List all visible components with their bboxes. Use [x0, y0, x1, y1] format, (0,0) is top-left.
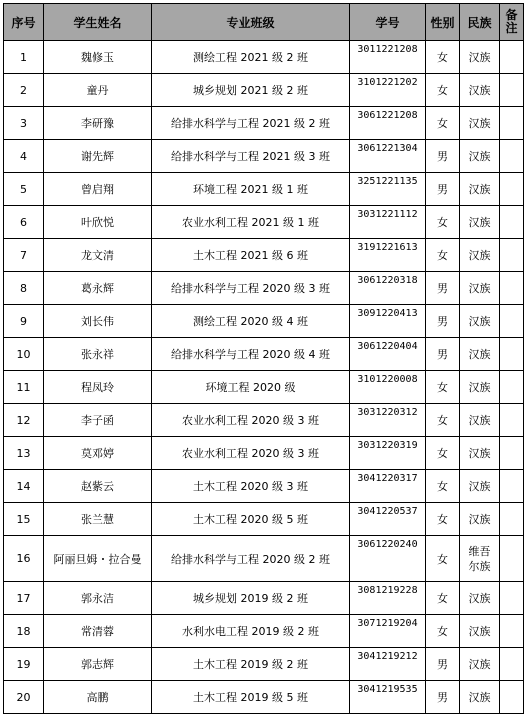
- cell-note: [500, 74, 524, 107]
- cell-ethnic: 汉族: [460, 648, 500, 681]
- table-row: [4, 615, 524, 648]
- cell-note: [500, 371, 524, 404]
- cell-major: 城乡规划 2019 级 2 班: [152, 582, 350, 615]
- cell-gender: 男: [426, 140, 460, 173]
- cell-id: 3091220413: [350, 305, 426, 338]
- table-row: [4, 536, 524, 582]
- cell-name: 赵紫云: [44, 470, 152, 503]
- table-row: [4, 338, 524, 371]
- cell-name: 张兰慧: [44, 503, 152, 536]
- cell-ethnic: 汉族: [460, 371, 500, 404]
- cell-no: 10: [4, 338, 44, 371]
- note-header-char: 备: [505, 8, 518, 22]
- table-row: [4, 272, 524, 305]
- header-id: 学号: [350, 4, 426, 41]
- cell-gender: 女: [426, 470, 460, 503]
- cell-major: 环境工程 2020 级: [152, 371, 350, 404]
- cell-note: [500, 470, 524, 503]
- cell-major: 给排水科学与工程 2020 级 4 班: [152, 338, 350, 371]
- cell-major: 测绘工程 2021 级 2 班: [152, 41, 350, 74]
- cell-major: 给排水科学与工程 2020 级 3 班: [152, 272, 350, 305]
- cell-name: 郭永洁: [44, 582, 152, 615]
- cell-no: 18: [4, 615, 44, 648]
- cell-ethnic: 汉族: [460, 404, 500, 437]
- cell-note: [500, 681, 524, 714]
- cell-name: 莫邓婷: [44, 437, 152, 470]
- cell-gender: 女: [426, 503, 460, 536]
- cell-no: 8: [4, 272, 44, 305]
- table-row: [4, 41, 524, 74]
- cell-id: 3081219228: [350, 582, 426, 615]
- header-gender: 性别: [426, 4, 460, 41]
- cell-id: 3191221613: [350, 239, 426, 272]
- header-ethnic: 民族: [460, 4, 500, 41]
- cell-id: 3041219535: [350, 681, 426, 714]
- cell-major: 土木工程 2021 级 6 班: [152, 239, 350, 272]
- cell-major: 土木工程 2019 级 5 班: [152, 681, 350, 714]
- header-note: [500, 4, 524, 41]
- header-row: [4, 4, 524, 41]
- cell-gender: 女: [426, 239, 460, 272]
- table-row: [4, 140, 524, 173]
- cell-note: [500, 239, 524, 272]
- cell-id: 3011221208: [350, 41, 426, 74]
- cell-ethnic: 汉族: [460, 107, 500, 140]
- cell-note: [500, 41, 524, 74]
- cell-id: 3101221202: [350, 74, 426, 107]
- cell-no: 6: [4, 206, 44, 239]
- cell-gender: 男: [426, 338, 460, 371]
- cell-name: 程凤玲: [44, 371, 152, 404]
- table-body: [4, 41, 524, 714]
- table-row: [4, 681, 524, 714]
- cell-id: 3041219212: [350, 648, 426, 681]
- cell-major: 农业水利工程 2020 级 3 班: [152, 404, 350, 437]
- cell-id: 3031220312: [350, 404, 426, 437]
- table-row: [4, 371, 524, 404]
- cell-no: 19: [4, 648, 44, 681]
- cell-note: [500, 173, 524, 206]
- cell-no: 9: [4, 305, 44, 338]
- cell-name: 童丹: [44, 74, 152, 107]
- cell-major: 土木工程 2020 级 3 班: [152, 470, 350, 503]
- cell-major: 城乡规划 2021 级 2 班: [152, 74, 350, 107]
- cell-gender: 男: [426, 681, 460, 714]
- cell-ethnic: 汉族: [460, 582, 500, 615]
- header-name: 学生姓名: [44, 4, 152, 41]
- table-row: [4, 74, 524, 107]
- cell-note: [500, 206, 524, 239]
- cell-id: 3071219204: [350, 615, 426, 648]
- cell-ethnic: 汉族: [460, 239, 500, 272]
- cell-no: 14: [4, 470, 44, 503]
- cell-gender: 男: [426, 272, 460, 305]
- cell-name: 魏修玉: [44, 41, 152, 74]
- student-roster-table: [3, 3, 524, 714]
- cell-note: [500, 305, 524, 338]
- cell-ethnic: 汉族: [460, 437, 500, 470]
- cell-ethnic: 汉族: [460, 503, 500, 536]
- cell-major: 测绘工程 2020 级 4 班: [152, 305, 350, 338]
- ethnic-line: 尔族: [468, 559, 491, 573]
- header-no: 序号: [4, 4, 44, 41]
- cell-major: 给排水科学与工程 2020 级 2 班: [152, 536, 350, 582]
- cell-major: 土木工程 2020 级 5 班: [152, 503, 350, 536]
- cell-gender: 女: [426, 437, 460, 470]
- cell-note: [500, 404, 524, 437]
- cell-no: 5: [4, 173, 44, 206]
- cell-id: 3041220537: [350, 503, 426, 536]
- table-row: [4, 206, 524, 239]
- cell-name: 叶欣悦: [44, 206, 152, 239]
- table-row: [4, 582, 524, 615]
- cell-ethnic: 汉族: [460, 206, 500, 239]
- cell-gender: 女: [426, 404, 460, 437]
- cell-id: 3031221112: [350, 206, 426, 239]
- cell-ethnic: 汉族: [460, 615, 500, 648]
- cell-ethnic: 汉族: [460, 470, 500, 503]
- table-row: [4, 173, 524, 206]
- cell-ethnic: 汉族: [460, 41, 500, 74]
- cell-name: 高鹏: [44, 681, 152, 714]
- note-header-char: 注: [505, 21, 518, 35]
- cell-name: 张永祥: [44, 338, 152, 371]
- cell-gender: 女: [426, 41, 460, 74]
- cell-ethnic: 汉族: [460, 173, 500, 206]
- cell-ethnic: 汉族: [460, 272, 500, 305]
- cell-name: 阿丽旦姆・拉合曼: [44, 536, 152, 582]
- cell-major: 土木工程 2019 级 2 班: [152, 648, 350, 681]
- cell-note: [500, 648, 524, 681]
- cell-id: 3061221304: [350, 140, 426, 173]
- cell-gender: 女: [426, 536, 460, 582]
- cell-id: 3061220240: [350, 536, 426, 582]
- cell-no: 7: [4, 239, 44, 272]
- cell-note: [500, 437, 524, 470]
- cell-note: [500, 536, 524, 582]
- cell-ethnic: 汉族: [460, 305, 500, 338]
- cell-name: 常清蓉: [44, 615, 152, 648]
- cell-id: 3061221208: [350, 107, 426, 140]
- cell-no: 12: [4, 404, 44, 437]
- cell-name: 龙文清: [44, 239, 152, 272]
- cell-note: [500, 582, 524, 615]
- table-row: [4, 503, 524, 536]
- cell-major: 水利水电工程 2019 级 2 班: [152, 615, 350, 648]
- cell-ethnic: 汉族: [460, 74, 500, 107]
- cell-no: 17: [4, 582, 44, 615]
- cell-id: 3061220318: [350, 272, 426, 305]
- cell-major: 农业水利工程 2020 级 3 班: [152, 437, 350, 470]
- cell-gender: 男: [426, 305, 460, 338]
- cell-major: 给排水科学与工程 2021 级 3 班: [152, 140, 350, 173]
- cell-id: 3251221135: [350, 173, 426, 206]
- header-major: 专业班级: [152, 4, 350, 41]
- cell-name: 刘长伟: [44, 305, 152, 338]
- cell-gender: 女: [426, 371, 460, 404]
- cell-gender: 女: [426, 206, 460, 239]
- cell-name: 曾启翔: [44, 173, 152, 206]
- cell-no: 1: [4, 41, 44, 74]
- cell-note: [500, 107, 524, 140]
- cell-no: 3: [4, 107, 44, 140]
- cell-note: [500, 615, 524, 648]
- cell-gender: 男: [426, 648, 460, 681]
- cell-id: 3031220319: [350, 437, 426, 470]
- table-row: [4, 404, 524, 437]
- cell-name: 郭志辉: [44, 648, 152, 681]
- cell-id: 3061220404: [350, 338, 426, 371]
- cell-note: [500, 503, 524, 536]
- cell-no: 4: [4, 140, 44, 173]
- table-row: [4, 437, 524, 470]
- cell-gender: 男: [426, 173, 460, 206]
- cell-ethnic: 汉族: [460, 338, 500, 371]
- ethnic-line: 维吾: [468, 544, 491, 558]
- table-row: [4, 239, 524, 272]
- cell-gender: 女: [426, 582, 460, 615]
- cell-major: 环境工程 2021 级 1 班: [152, 173, 350, 206]
- cell-no: 11: [4, 371, 44, 404]
- cell-id: 3041220317: [350, 470, 426, 503]
- cell-note: [500, 338, 524, 371]
- cell-name: 葛永辉: [44, 272, 152, 305]
- cell-name: 谢先辉: [44, 140, 152, 173]
- cell-gender: 女: [426, 615, 460, 648]
- cell-major: 农业水利工程 2021 级 1 班: [152, 206, 350, 239]
- table-row: [4, 648, 524, 681]
- cell-note: [500, 272, 524, 305]
- cell-ethnic: 汉族: [460, 140, 500, 173]
- table-row: [4, 107, 524, 140]
- cell-ethnic: 汉族: [460, 681, 500, 714]
- cell-gender: 女: [426, 74, 460, 107]
- cell-no: 13: [4, 437, 44, 470]
- cell-no: 20: [4, 681, 44, 714]
- cell-note: [500, 140, 524, 173]
- table-row: [4, 470, 524, 503]
- cell-ethnic: [460, 536, 500, 582]
- cell-no: 16: [4, 536, 44, 582]
- cell-no: 15: [4, 503, 44, 536]
- cell-name: 李子函: [44, 404, 152, 437]
- cell-id: 3101220008: [350, 371, 426, 404]
- cell-no: 2: [4, 74, 44, 107]
- cell-major: 给排水科学与工程 2021 级 2 班: [152, 107, 350, 140]
- cell-gender: 女: [426, 107, 460, 140]
- cell-name: 李研豫: [44, 107, 152, 140]
- table-row: [4, 305, 524, 338]
